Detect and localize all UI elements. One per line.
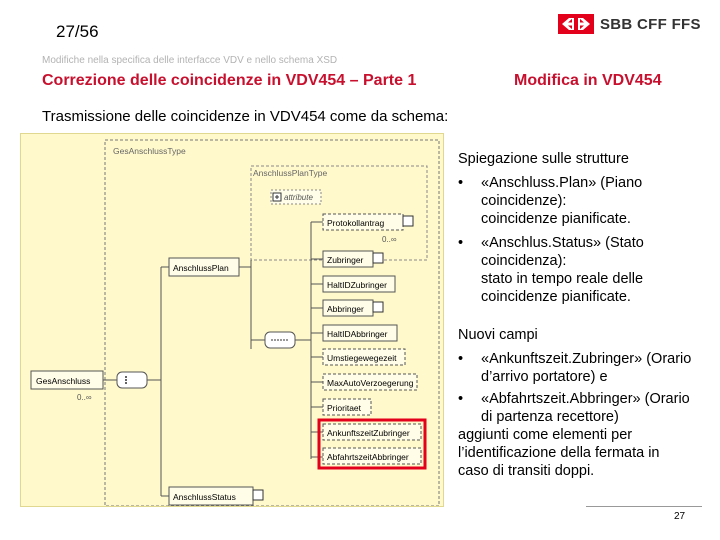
new-field-bullet (458, 350, 720, 386)
footer-divider (586, 506, 702, 507)
child-element-label: HaltIDAbbringer (327, 329, 388, 339)
intro-text: Trasmissione delle coincidenze in VDV454 come da schema: (42, 108, 449, 125)
subtitle: Modifiche nella specifica delle interfacce VDV e nello schema XSD (42, 55, 338, 66)
type-label: GesAnschlussType (113, 146, 186, 156)
logo-text: SBB CFF FFS (600, 15, 701, 33)
bullet-dot: • (458, 235, 464, 251)
sbb-arrows-icon (558, 14, 594, 34)
child-element-label: AbfahrtszeitAbbringer (327, 452, 409, 462)
bullet-line: stato in tempo reale delle (481, 271, 644, 287)
child-element-label: AnkunftszeitZubringer (327, 428, 410, 438)
sequence-compositor-root (117, 372, 147, 388)
child-element-label: MaxAutoVerzoegerung (327, 378, 414, 388)
expand-icon[interactable] (373, 302, 383, 312)
bullet-line: coincidenze): (481, 193, 567, 209)
new-fields-heading: Nuovi campi (458, 327, 538, 343)
modification-tag: Modifica in VDV454 (514, 72, 662, 89)
explanation-bullet (458, 174, 720, 228)
explanation-heading: Spiegazione sulle strutture (458, 151, 629, 167)
child-element-label: Umstiegewegezeit (327, 353, 397, 363)
bullet-line: «Abfahrtszeit.Abbringer» (Orario (481, 391, 690, 407)
plan-type-container (251, 166, 427, 260)
bullet-dot: • (458, 351, 464, 367)
bullet-line: «Ankunftszeit.Zubringer» (Orario (481, 351, 692, 367)
page-number: 27 (674, 511, 686, 522)
root-element-label: GesAnschluss (36, 376, 91, 386)
bullet-dot: • (458, 175, 464, 191)
slide-title: Correzione delle coincidenze in VDV454 – Parte 1 (42, 72, 417, 89)
explanation-panel (458, 150, 720, 480)
child-element-label: HaltIDZubringer (327, 280, 387, 290)
expand-icon[interactable] (253, 490, 263, 500)
child-element-label: Zubringer (327, 255, 364, 265)
protokoll-cardinality: 0..∞ (382, 235, 397, 244)
tail-line: caso di transiti doppi. (458, 463, 595, 479)
plan-element-label: AnschlussPlan (173, 263, 229, 273)
bullet-line: «Anschlus.Status» (Stato (481, 235, 644, 251)
bullet-dot: • (458, 391, 464, 407)
root-cardinality: 0..∞ (77, 393, 92, 402)
bullet-line: coincidenze pianificate. (481, 211, 631, 227)
expand-icon[interactable] (373, 253, 383, 263)
bullet-line: coincidenze pianificate. (481, 289, 631, 305)
bullet-line: coincidenza): (481, 253, 567, 269)
bullet-line: d’arrivo portatore) e (481, 369, 608, 385)
tail-line: l’identificazione della fermata in (458, 445, 660, 461)
child-element-label: Abbringer (327, 304, 364, 314)
status-element-label: AnschlussStatus (173, 492, 236, 502)
attribute-label: attribute (284, 193, 313, 202)
bullet-line: di partenza recettore) (481, 409, 619, 425)
sbb-logo (558, 12, 701, 36)
expand-icon[interactable] (403, 216, 413, 226)
tail-line: aggiunti come elementi per (458, 427, 633, 443)
slide-counter: 27/56 (56, 22, 99, 41)
bullet-line: «Anschluss.Plan» (Piano (481, 175, 643, 191)
xsd-schema-diagram (20, 133, 444, 507)
new-field-bullet (458, 390, 720, 426)
child-element-label: Prioritaet (327, 403, 362, 413)
child-element-label: Protokollantrag (327, 218, 385, 228)
schema-svg (21, 134, 443, 506)
explanation-bullet (458, 234, 720, 306)
plan-type-label: AnschlussPlanType (253, 168, 328, 178)
